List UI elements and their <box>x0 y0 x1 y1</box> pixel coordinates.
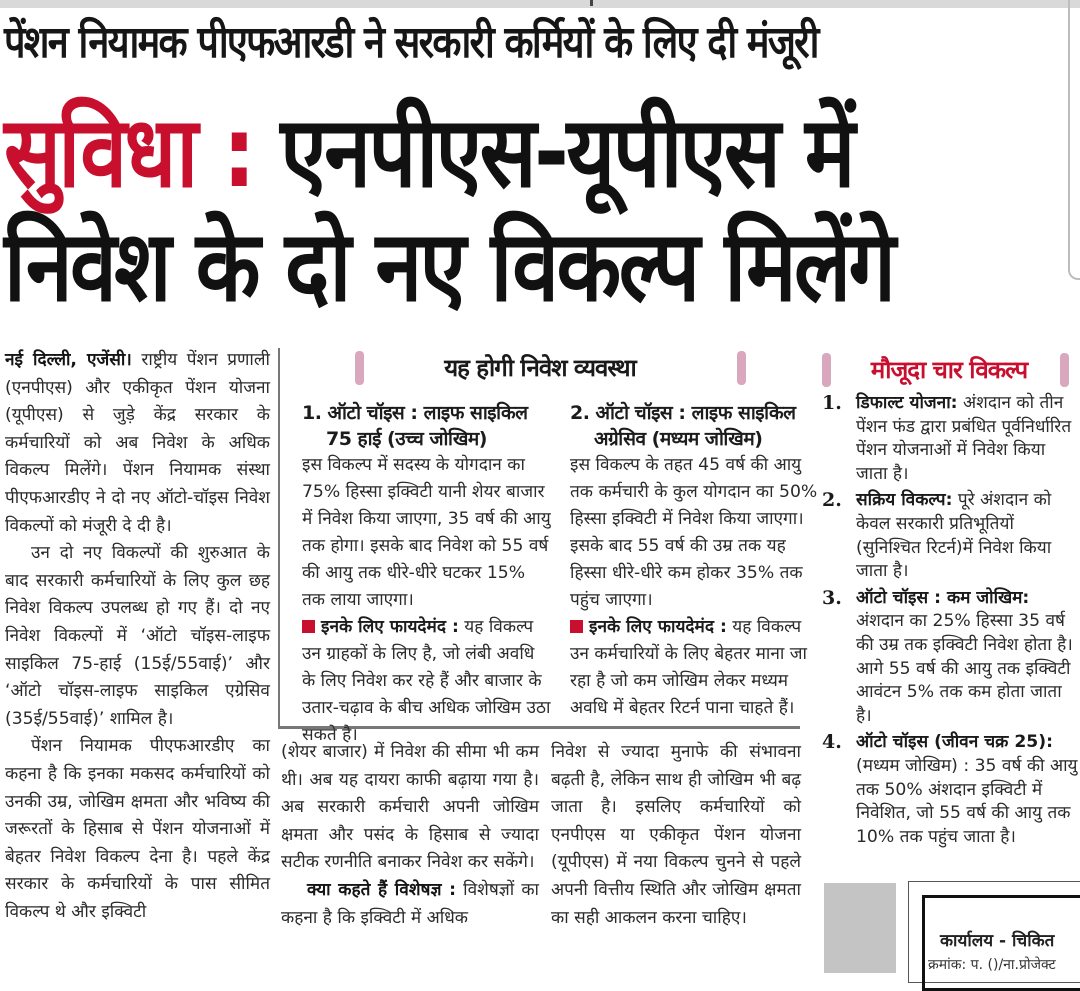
item-number: 1. <box>822 392 842 414</box>
pink-bar-right <box>737 351 746 385</box>
item-text: अंशदान को तीन पेंशन फंड द्वारा प्रबंधित पूर्वनिर्धारित पेंशन योजनाओं में निवेश किया जाता है। <box>856 393 1072 484</box>
current-option-4 <box>818 731 1080 849</box>
option-1-title: 1. ऑटो चॉइस : लाइफ साइकिल <box>302 402 528 424</box>
middle-2-para: निवेश से ज्यादा मुनाफे की संभावना बढ़ती है, लेकिन साथ ही जोखिम भी बढ़ जाता है। इसलिए कर्मचारियों को एनपीएस या एकीकृत पेंशन योजना (यूपीएस) में नया विकल्प चुनने से पहले अपनी वित्तीय स्थिति और जोखिम क्षमता का सही आकलन करना चाहिए। <box>551 742 801 928</box>
top-strip <box>0 0 1080 8</box>
red-square-bullet-icon <box>302 620 315 633</box>
headline-line-1 <box>4 98 984 208</box>
headline-line-1-text: एनपीएस-यूपीएस में <box>280 96 853 210</box>
option-1-subtitle: 75 हाई (उच्च जोखिम) <box>326 428 487 450</box>
left-para-1 <box>5 347 270 540</box>
middle-column-2 <box>551 739 801 932</box>
box-title: यह होगी निवेश व्यवस्था <box>444 354 636 382</box>
option-2-benefit-text: यह विकल्प उन कर्मचारियों के लिए बेहतर माना जा रहा है जो कम जोखिम लेकर मध्यम अवधि में बेहतर रिटर्न पाना चाहते हैं। <box>570 617 807 718</box>
red-square-bullet-icon <box>570 620 583 633</box>
expert-label: क्या कहते हैं विशेषज्ञ : <box>307 879 456 900</box>
left-column <box>5 347 270 926</box>
item-label: सक्रिय विकल्प: <box>856 490 953 511</box>
left-para-1-text: राष्ट्रीय पेंशन प्रणाली (एनपीएस) और एकीकृत पेंशन योजना (यूपीएस) से जुड़े केंद्र सरकार के कर्मचारियों को अब निवेश के अधिक विकल्प मिलेंगे। पेंशन नियामक संस्था पीएफआरडीए ने दो नए ऑटो-चॉइस निवेश विकल्पों को मंजूरी दे दी है। <box>5 350 270 536</box>
option-2-benefit <box>570 614 820 722</box>
item-text: (मध्यम जोखिम) : 35 वर्ष की आयु तक 50% अंशदान इक्विटी में निवेशित, जो 55 वर्ष की आयु तक 10% तक पहुंच जाता है। <box>856 755 1078 847</box>
option-2-body: इस विकल्प के तहत 45 वर्ष की आयु तक कर्मचारी के कुल योगदान का 50% हिस्सा इक्विटी में निवेश किया जाएगा। इसके बाद 55 वर्ष की उम्र तक यह हिस्सा धीरे-धीरे कम होकर 35% तक पहुंच जाएगा। <box>570 455 818 610</box>
pink-bar-right <box>1060 353 1069 387</box>
sub-headline: पेंशन नियामक पीएफआरडी ने सरकारी कर्मियों के लिए दी मंजूरी <box>4 17 818 68</box>
option-1-benefit <box>302 614 552 749</box>
advert-gray-block <box>824 883 896 973</box>
investment-structure-box <box>278 348 818 745</box>
option-1-body: इस विकल्प में सदस्य के योगदान का 75% हिस्सा इक्विटी यानी शेयर बाजार में निवेश किया जाएगा, 35 वर्ष की आयु तक होगा। इसके बाद निवेश को 55 वर्ष की आयु तक धीरे-धीरे घटकर 15% तक लाया जाएगा। <box>302 455 551 610</box>
current-options-header <box>818 348 1080 392</box>
item-label: डिफाल्ट योजना: <box>856 393 958 413</box>
scroll-frame-edge <box>1068 0 1080 280</box>
current-option-1 <box>818 392 1080 486</box>
pink-bar-left <box>822 353 831 387</box>
item-number: 4. <box>822 731 842 754</box>
option-2-subtitle: अग्रेसिव (मध्यम जोखिम) <box>594 428 763 450</box>
advert-subtitle: क्रमांक: प. ()/ना.प्रोजेक्ट <box>928 957 1056 973</box>
middle-1-para: (शेयर बाजार) में निवेश की सीमा भी कम थी। अब यह दायरा काफी बढ़ाया गया है। अब सरकारी कर्मचारी अपनी जोखिम क्षमता और पसंद के हिसाब से ज्यादा सटीक रणनीति बनाकर निवेश कर सकेंगे। <box>281 742 539 873</box>
item-number: 2. <box>822 489 842 512</box>
item-text: अंशदान का 25% हिस्सा 35 वर्ष की उम्र तक इक्विटी निवेश होता है। आगे 55 वर्ष की आयु तक इक्विटी आवंटन 5% तक कम होता जाता है। <box>856 611 1073 726</box>
item-number: 3. <box>822 586 842 609</box>
headline-line-2: निवेश के दो नए विकल्प मिलेंगे <box>4 210 894 324</box>
middle-column-1 <box>281 739 539 932</box>
item-text: पूरे अंशदान को केवल सरकारी प्रतिभूतियों (सुनिश्चित रिटर्न)में निवेश किया जाता है। <box>856 490 1052 582</box>
expert-text: विशेषज्ञों का कहना है कि इक्विटी में अधिक <box>281 879 540 928</box>
option-1-benefit-label: इनके लिए फायदेमंद : <box>321 617 459 637</box>
option-2-title: 2. ऑटो चॉइस : लाइफ साइकिल <box>570 402 796 424</box>
current-options-title: मौजूदा चार विकल्प <box>870 356 1028 384</box>
item-label: ऑटो चॉइस (जीवन चक्र 25): <box>856 732 1053 753</box>
option-1-benefit-text: यह विकल्प उन ग्राहकों के लिए है, जो लंबी अवधि के लिए निवेश कर रहे हैं और बाजार के उतार-चढ़ाव के बीच अधिक जोखिम उठा सकते है। <box>302 617 551 745</box>
option-1 <box>302 400 552 749</box>
left-para-2: उन दो नए विकल्पों की शुरुआत के बाद सरकारी कर्मचारियों के लिए कुल छह निवेश विकल्प उपलब्ध हो गए हैं। दो नए निवेश विकल्पों में ‘ऑटो चॉइस-लाइफ साइकिल 75-हाई (15ई/55वाई)’ और ‘ऑटो चॉइस-लाइफ साइकिल एग्रेसिव (35ई/55वाई)’ शामिल है। <box>5 543 270 729</box>
current-option-3 <box>818 587 1080 729</box>
headline-prefix: सुविधा : <box>4 96 254 210</box>
item-label: ऑटो चॉइस : कम जोखिम: <box>856 587 1030 608</box>
advert-title: कार्यालय - चिकित <box>940 931 1055 951</box>
option-2-benefit-label: इनके लिए फायदेमंद : <box>589 617 727 637</box>
expert-para <box>281 877 539 932</box>
option-2 <box>570 400 820 722</box>
dateline: नई दिल्ली, एजेंसी। <box>5 350 132 370</box>
strip-mark <box>590 0 593 6</box>
left-para-3: पेंशन नियामक पीएफआरडीए का कहना है कि इनका मकसद कर्मचारियों को उनकी उम्र, जोखिम क्षमता और भविष्य की जरूरतों के हिसाब से पेंशन योजनाओं में बेहतर निवेश विकल्प देना है। पहले केंद्र सरकार के कर्मचारियों के पास सीमित विकल्प थे और इक्विटी <box>5 736 270 922</box>
current-options-column <box>818 348 1080 852</box>
current-option-2 <box>818 489 1080 583</box>
